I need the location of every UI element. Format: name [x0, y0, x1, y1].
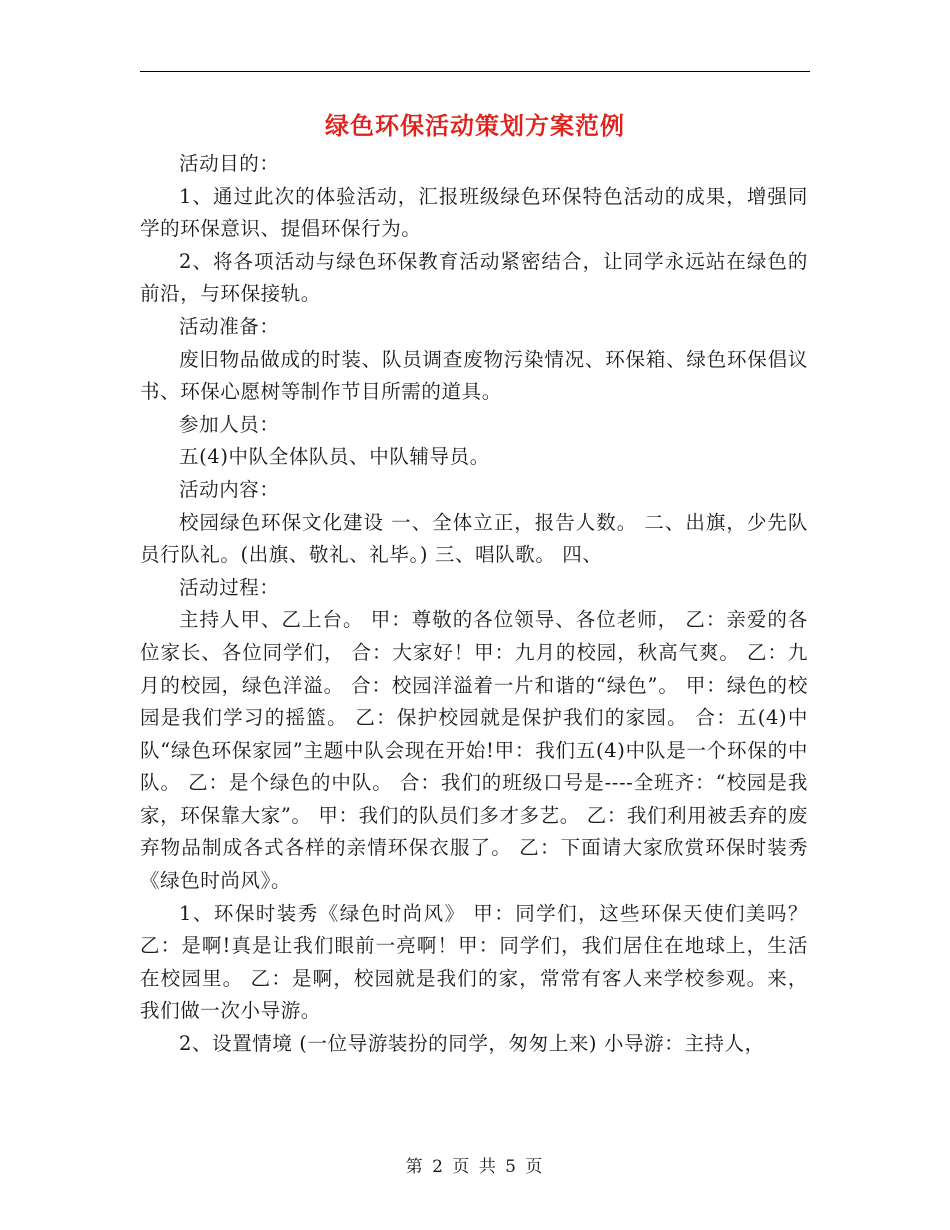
header-rule: [140, 71, 810, 72]
paragraph: 主持人甲、乙上台。 甲：尊敬的各位领导、各位老师， 乙：亲爱的各位家长、各位同学们， 合：大家好！甲：九月的校园，秋高气爽。 乙：九月的校园，绿色洋溢。 合：校园洋溢着一片和谐的“绿色”。 甲：绿色的校园是我们学习的摇篮。 乙：保护校园就是保护我们的家园。 合：五(4)中队“绿色环保家园”主题中队会现在开始!甲：我们五(4)中队是一个环保的中队。 乙：是个绿色的中队。 合：我们的班级口号是----全班齐：“校园是我家，环保靠大家”。 甲：我们的队员们多才多艺。 乙：我们利用被丢弃的废弃物品制成各式各样的亲情环保衣服了。 乙：下面请大家欣赏环保时装秀《绿色时尚风》。: [140, 608, 808, 893]
paragraph: 1、环保时装秀《绿色时尚风》 甲：同学们，这些环保天使们美吗？乙：是啊!真是让我们眼前一亮啊！甲：同学们，我们居住在地球上，生活在校园里。 乙：是啊，校园就是我们的家，常常有客人来学校参观。来，我们做一次小导游。: [140, 901, 808, 1023]
paragraph: 废旧物品做成的时装、队员调查废物污染情况、环保箱、绿色环保倡议书、环保心愿树等制作节目所需的道具。: [140, 347, 808, 404]
document-body: [140, 148, 808, 1061]
paragraph: 参加人员：: [179, 412, 280, 436]
paragraph: 五(4)中队全体队员、中队辅导员。: [179, 445, 490, 469]
paragraph: 活动目的：: [179, 152, 280, 175]
paragraph: 活动内容：: [179, 477, 280, 501]
paragraph: 活动准备：: [179, 314, 280, 338]
paragraph: 1、通过此次的体验活动，汇报班级绿色环保特色活动的成果，增强同学的环保意识、提倡环保行为。: [140, 184, 808, 241]
page-number-footer: 第 2 页 共 5 页: [405, 1157, 545, 1177]
paragraph: 活动过程：: [179, 575, 280, 599]
paragraph: 2、将各项活动与绿色环保教育活动紧密结合，让同学永远站在绿色的前沿，与环保接轨。: [140, 249, 808, 306]
paragraph: 2、设置情境 (一位导游装扮的同学，匆匆上来) 小导游：主持人，: [179, 1032, 765, 1056]
paragraph: 校园绿色环保文化建设 一、全体立正，报告人数。 二、出旗，少先队员行队礼。(出旗、敬礼、礼毕。) 三、唱队歌。 四、: [140, 510, 808, 567]
document-title: 绿色环保活动策划方案范例: [325, 111, 625, 140]
